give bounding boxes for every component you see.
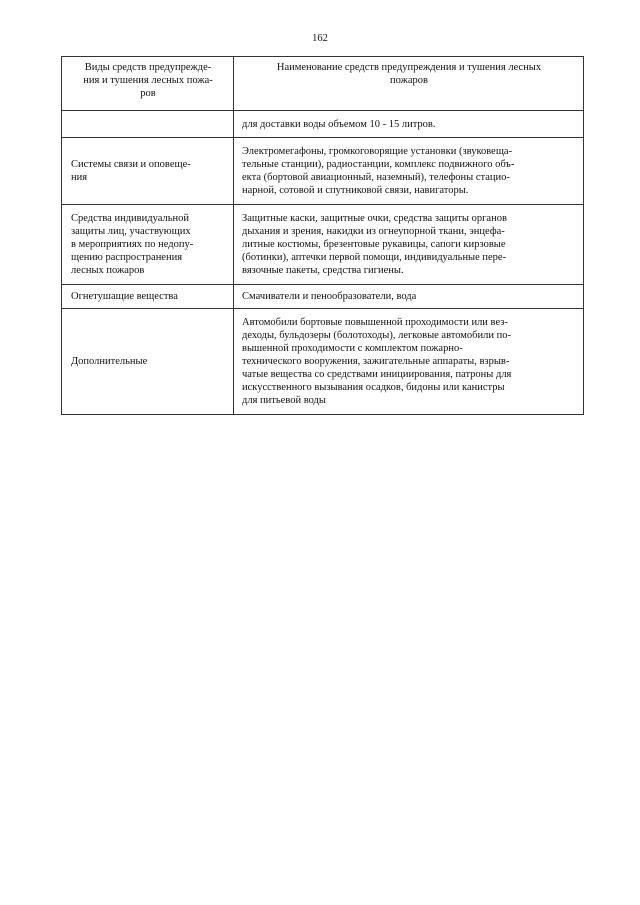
table-row	[62, 138, 584, 205]
cell-type	[62, 309, 234, 415]
text-line: Автомобили бортовые повышенной проходимости или вез-	[242, 317, 508, 328]
text-line: щению распространения	[71, 252, 183, 263]
text-line: екта (бортовой авиационный, наземный), телефоны стацио-	[242, 172, 510, 183]
text-line: Защитные каски, защитные очки, средства защиты органов	[242, 213, 507, 224]
text-line: литные костюмы, брезентовые рукавицы, сапоги кирзовые	[242, 239, 506, 250]
cell-description	[234, 205, 584, 285]
text-line: лесных пожаров	[71, 265, 145, 276]
table-row	[62, 111, 584, 138]
cell-type	[62, 285, 234, 309]
table-row	[62, 285, 584, 309]
text-line: вышенной проходимости с комплектом пожарно-	[242, 343, 463, 354]
text-line: для питьевой воды	[242, 395, 326, 406]
header-line: ния и тушения лесных пожа-	[83, 75, 213, 86]
page-number: 162	[312, 33, 328, 44]
text-line: ния	[71, 172, 88, 183]
table-header-row	[62, 57, 584, 111]
cell-type	[62, 138, 234, 205]
table-row	[62, 309, 584, 415]
header-line: ров	[140, 88, 156, 99]
cell-type-empty	[62, 111, 234, 138]
cell-description	[234, 138, 584, 205]
text-line: искусственного вызывания осадков, бидоны или канистры	[242, 382, 505, 393]
text-line: Средства индивидуальной	[71, 213, 189, 224]
text-line: Электромегафоны, громкоговорящие установки (звуковеща-	[242, 146, 513, 157]
text-line: защиты лиц, участвующих	[71, 226, 191, 237]
text-line: чатые вещества со средствами инициирования, патроны для	[242, 369, 512, 380]
text-line: деходы, бульдозеры (болотоходы), легковые автомобили по-	[242, 330, 511, 341]
cell-type	[62, 205, 234, 285]
cell-description	[234, 309, 584, 415]
text-line: дыхания и зрения, накидки из огнеупорной ткани, энцефа-	[242, 226, 505, 237]
table-row	[62, 205, 584, 285]
text-line: Дополнительные	[71, 356, 148, 367]
text-line: тельные станции), радиостанции, комплекс подвижного объ-	[242, 159, 515, 170]
text-line: технического вооружения, зажигательные аппараты, взрыв-	[242, 356, 510, 367]
text-line: Огнетушащие вещества	[71, 291, 178, 302]
text-line: для доставки воды объемом 10 - 15 литров.	[242, 118, 436, 130]
text-line: Системы связи и оповеще-	[71, 159, 191, 170]
header-cell-description	[234, 57, 584, 111]
text-line: в мероприятиях по недопу-	[71, 239, 194, 250]
header-cell-type	[62, 57, 234, 111]
means-table	[61, 56, 584, 415]
header-line: пожаров	[390, 75, 428, 86]
header-line: Наименование средств предупреждения и тушения лесных	[276, 62, 542, 73]
text-line: вязочные пакеты, средства гигиены.	[242, 265, 404, 276]
text-line: Смачиватели и пенообразователи, вода	[242, 291, 417, 302]
text-line: (ботинки), аптечки первой помощи, индивидуальные пере-	[242, 252, 507, 263]
cell-description	[234, 285, 584, 309]
cell-description	[234, 111, 584, 138]
text-line: нарной, сотовой и спутниковой связи, навигаторы.	[242, 185, 469, 196]
header-line: Виды средств предупрежде-	[84, 62, 212, 73]
